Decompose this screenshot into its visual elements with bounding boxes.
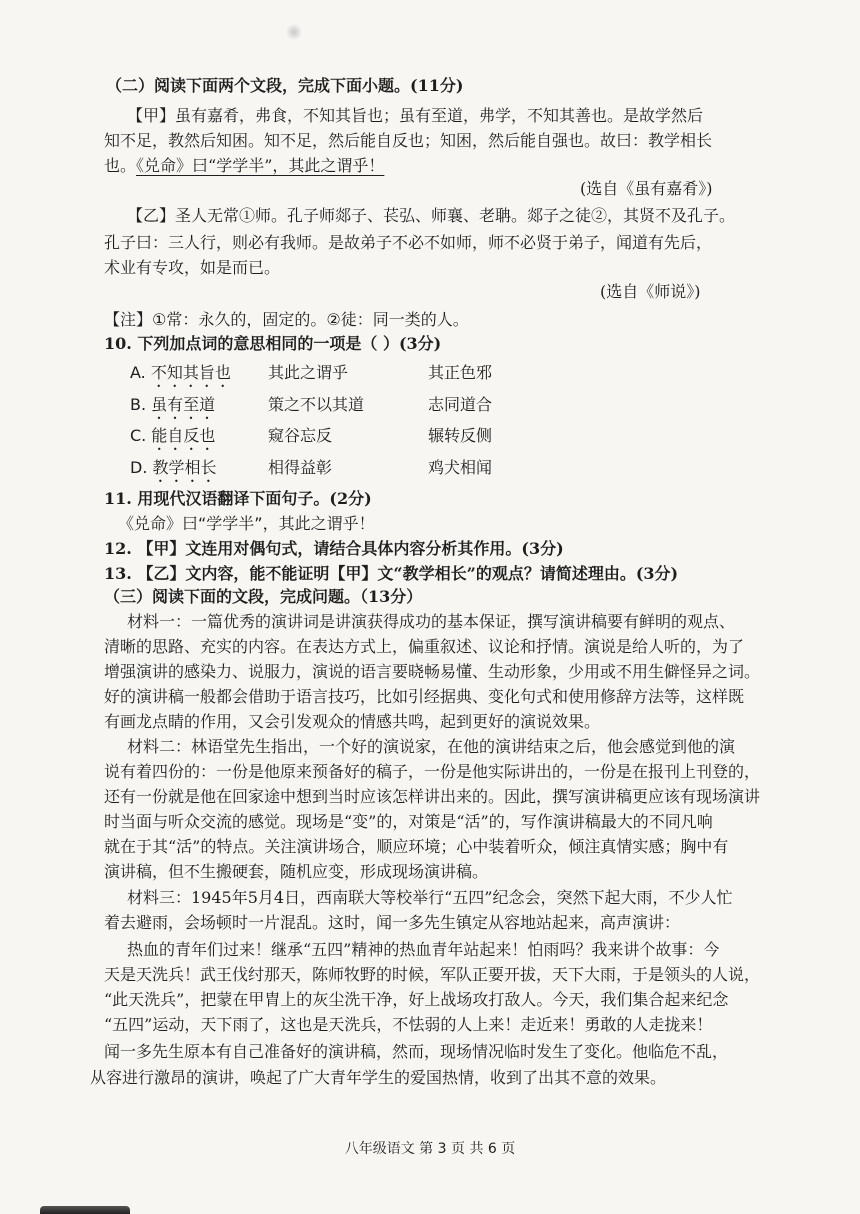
q13-stem: 13. 【乙】文内容，能不能证明【甲】文“教学相长”的观点？请简述理由。(3分) [104,564,679,583]
passage-line: 还有一份就是他在回家途中想到当时应该怎样讲出来的。因此，撰写演讲稿更应该有现场演讲 [104,787,761,806]
passage-line: 时当面与听众交流的感觉。现场是“变”的，对策是“活”的，写作演讲稿最大的不同凡响 [104,812,713,831]
q10-option-d-term-3: 鸡犬相闻 [428,458,493,477]
passage-line: “五四”运动，天下雨了，这也是天洗兵，不怯弱的人上来！走近来！勇敢的人走拢来！ [104,1015,713,1034]
q10-option-a-term-2: 其此之谓乎 [268,363,349,382]
q10-option-b [130,395,215,423]
q10-option-c-term-3: 辗转反侧 [428,426,493,445]
q12-stem: 12. 【甲】文连用对偶句式，请结合具体内容分析其作用。(3分) [104,539,564,558]
q10-option-c [130,426,215,454]
passage-line: 材料一：一篇优秀的演讲词是讲演获得成功的基本保证，撰写演讲稿要有鲜明的观点、 [127,612,736,631]
option-letter: C. [130,426,147,445]
passage-line: 说有着四份的：一份是他原来预备好的稿子，一份是他实际讲出的，一份是在报刊上刊登的， [104,762,761,781]
yi-line-2: 孔子曰：三人行，则必有我师。是故弟子不必不如师，师不必贤于弟子，闻道有先后， [104,233,713,252]
passage-line: 着去避雨，会场顿时一片混乱。这时，闻一多先生镇定从容地站起来，高声演讲： [104,913,681,932]
q10-option-b-term-3: 志同道合 [428,395,493,414]
passage-line: 演讲稿，但不生搬硬套，随机应变，形成现场演讲稿。 [104,862,489,881]
passage-line: 就在于其“活”的特点。关注演讲场合，顺应环境；心中装着听众，倾注真情实感；胸中有 [104,837,729,856]
option-term-1: 不知其旨也 [150,363,231,382]
q11-stem: 11. 用现代汉语翻译下面句子。(2分) [104,489,372,508]
q10-stem: 10. 下列加点词的意思相同的一项是（ ）(3分) [104,334,442,353]
passage-line: 材料三：1945年5月4日，西南联大等校举行“五四”纪念会，突然下起大雨，不少人忙 [127,888,733,907]
jia-source: (选自《虽有嘉肴》) [580,179,713,198]
yi-line-1: 【乙】圣人无常①师。孔子师郯子、苌弘、师襄、老聃。郯子之徒②，其贤不及孔子。 [127,206,736,225]
jia-line-3 [104,156,384,176]
q10-option-a [130,363,231,391]
option-letter: B. [130,395,147,414]
yi-line-3: 术业有专攻，如是而已。 [104,258,281,277]
passage-line: 材料二：林语堂先生指出，一个好的演说家，在他的演讲结束之后，他会感觉到他的演 [127,737,736,756]
option-term-1: 能自反也 [151,426,216,445]
passage-line: 闻一多先生原本有自己准备好的演讲稿，然而，现场情况临时发生了变化。他临危不乱， [104,1042,729,1061]
passage-line: 有画龙点睛的作用，又会引发观众的情感共鸣，起到更好的演说效果。 [104,712,601,731]
q10-option-d [130,458,217,486]
q11-sentence: 《兑命》曰“学学半”，其此之谓乎！ [118,514,375,533]
option-letter: D. [130,458,148,477]
jia-line-2: 知不足，教然后知困。知不足，然后能自反也；知困，然后能自强也。故曰：教学相长 [104,131,713,150]
note: 【注】①常：永久的，固定的。②徒：同一类的人。 [104,310,469,329]
option-term-1: 虽有至道 [151,395,216,414]
section2-heading: （二）阅读下面两个文段，完成下面小题。(11分) [106,76,464,95]
passage-line: 增强演讲的感染力、说服力，演说的语言要晓畅易懂、生动形象，少用或不用生僻怪异之词。 [104,662,761,681]
q10-option-d-term-2: 相得益彰 [268,458,333,477]
q10-option-c-term-2: 窥谷忘反 [268,426,333,445]
passage-line: 清晰的思路、充实的内容。在表达方式上，偏重叙述、议论和抒情。演说是给人听的，为了 [104,637,745,656]
passage-line: 从容进行激昂的演讲，唤起了广大青年学生的爱国热情，收到了出其不意的效果。 [90,1068,667,1087]
passage-line: 天是天洗兵！武王伐纣那天，陈师牧野的时候，军队正要开拔，天下大雨，于是领头的人说， [104,965,761,984]
jia-line-1: 【甲】虽有嘉肴，弗食，不知其旨也；虽有至道，弗学，不知其善也。是故学然后 [127,106,704,125]
option-letter: A. [130,363,146,382]
q10-option-a-term-3: 其正色邪 [428,363,493,382]
passage-line: 好的演讲稿一般都会借助于语言技巧，比如引经据典、变化句式和使用修辞方法等，这样既 [104,687,745,706]
jia-underlined-sentence: 《兑命》曰“学学半”，其此之谓乎！ [136,156,385,175]
passage-line: 热血的青年们过来！继承“五四”精神的热血青年站起来！怕雨吗？我来讲个故事：今 [127,940,720,959]
scan-edge-shadow [40,1206,130,1214]
passage-line: “此天洗兵”，把蒙在甲胄上的灰尘洗干净，好上战场攻打敌人。今天，我们集合起来纪念 [104,990,729,1009]
q10-option-b-term-2: 策之不以其道 [268,395,365,414]
yi-source: (选自《师说》) [600,282,701,301]
paper-smudge [287,22,301,42]
page-footer: 八年级语文 第 3 页 共 6 页 [344,1141,516,1157]
section3-heading: （三）阅读下面的文段，完成问题。（13分） [104,587,423,606]
option-term-1: 教学相长 [152,458,217,477]
jia-line-3-pre: 也。 [104,156,137,175]
